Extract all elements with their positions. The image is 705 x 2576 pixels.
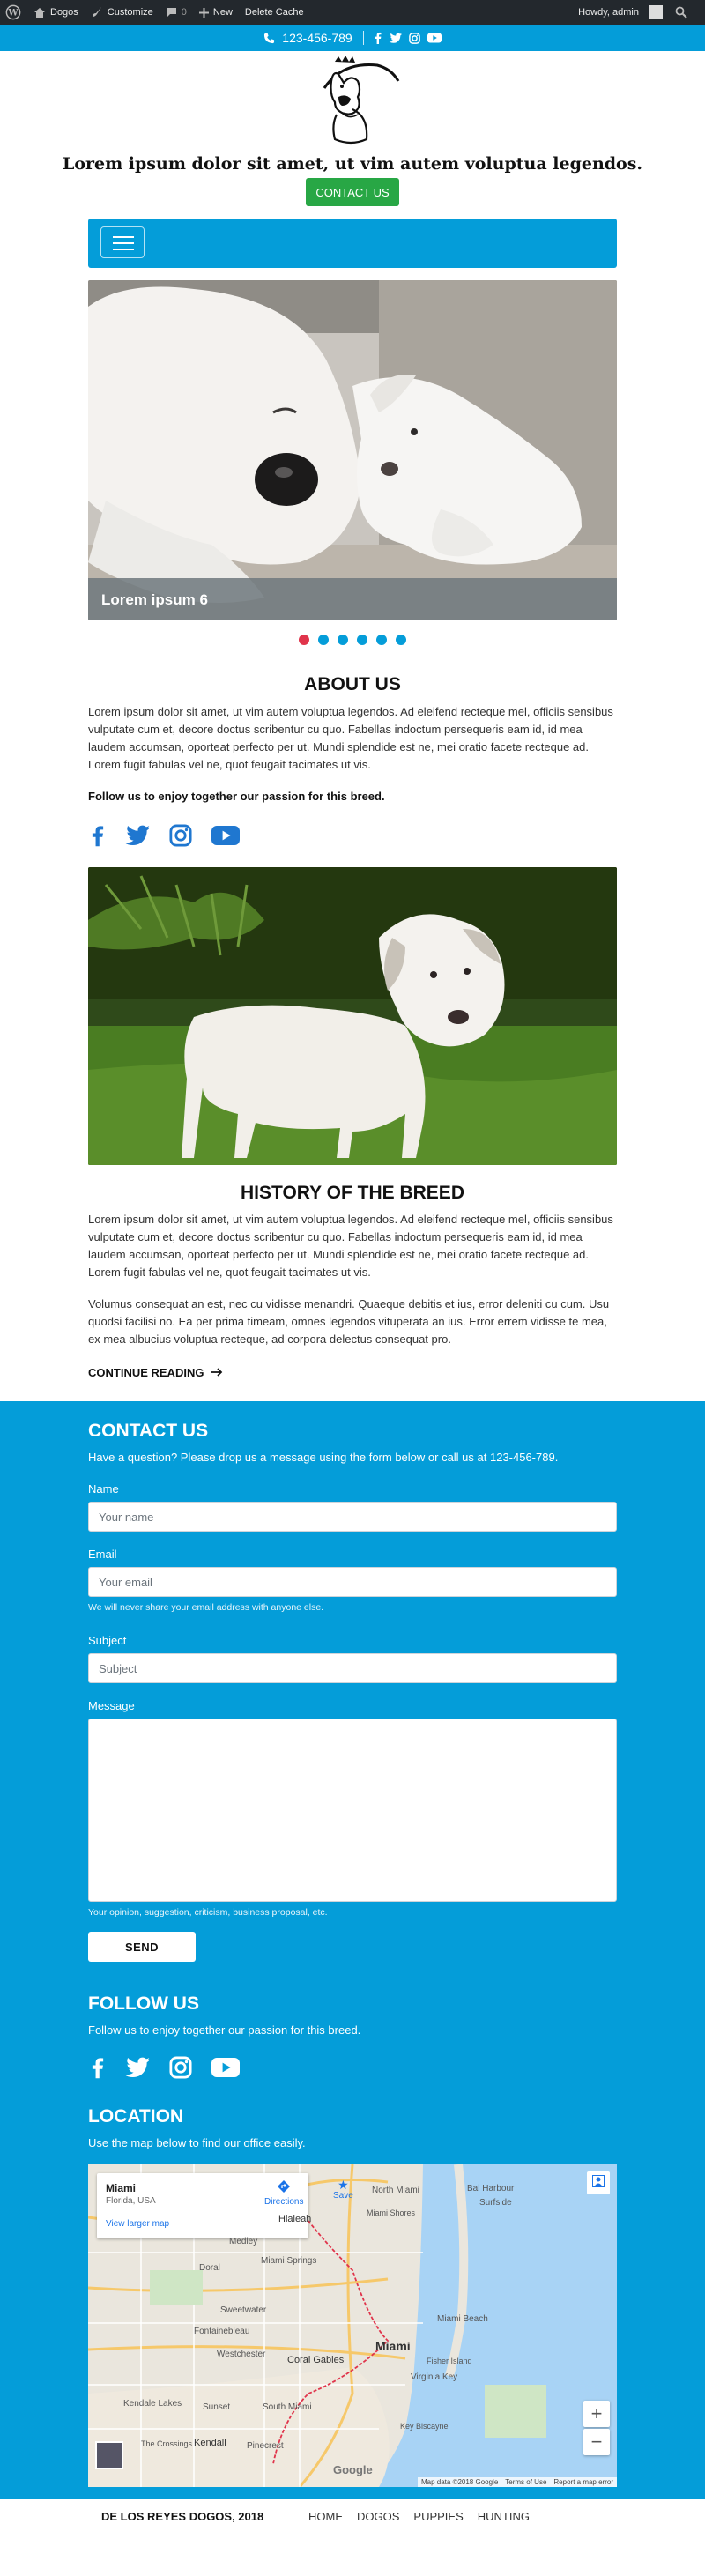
follow-title: FOLLOW US: [88, 1993, 199, 2014]
plus-icon: [199, 8, 209, 18]
admin-customize-label: Customize: [107, 7, 153, 18]
footer-link-hunting[interactable]: HUNTING: [477, 2510, 530, 2523]
follow-text: Follow us to enjoy together our passion for this breed.: [88, 2023, 361, 2037]
message-help-text: Your opinion, suggestion, criticism, business proposal, etc.: [88, 1907, 328, 1918]
admin-delete-cache-link[interactable]: [245, 7, 304, 18]
message-field[interactable]: [88, 1719, 617, 1902]
menu-toggle-button[interactable]: [100, 226, 145, 258]
twitter-icon[interactable]: [123, 825, 150, 847]
comment-icon: [166, 7, 177, 18]
admin-new-link[interactable]: [199, 7, 233, 18]
carousel-indicator[interactable]: [396, 635, 406, 645]
contact-section: [0, 1401, 705, 2499]
send-button[interactable]: SEND: [88, 1932, 196, 1962]
facebook-icon[interactable]: [92, 2055, 104, 2080]
puppy-photo: [88, 867, 617, 1165]
continue-reading-link[interactable]: [88, 1366, 223, 1379]
follow-social-links: [92, 2055, 240, 2080]
carousel-indicator[interactable]: [318, 635, 329, 645]
map-label: Bal Harbour: [467, 2184, 515, 2194]
admin-search-button[interactable]: [675, 6, 687, 19]
map-place-region: Florida, USA: [106, 2196, 156, 2206]
email-label: Email: [88, 1548, 117, 1561]
youtube-icon[interactable]: [212, 2057, 240, 2078]
footer-brand: DE LOS REYES DOGOS, 2018: [101, 2510, 264, 2523]
wordpress-logo-icon[interactable]: [5, 4, 21, 20]
carousel-indicator[interactable]: [376, 635, 387, 645]
home-icon: [33, 7, 46, 19]
map-label: Miami Springs: [261, 2256, 317, 2266]
instagram-icon[interactable]: [409, 33, 420, 44]
view-larger-map-link[interactable]: View larger map: [106, 2219, 170, 2229]
map-label: Fontainebleau: [194, 2327, 250, 2336]
admin-howdy-label: Howdy, admin: [578, 7, 639, 18]
plus-icon: +: [590, 2402, 603, 2424]
history-paragraph-1: Lorem ipsum dolor sit amet, ut vim autem voluptua legendos. Ad eleifend recteque mel, officiis sensibus vulputate cum et, decore doctus scribentur cu quo. Fabellas indoctum persequeris eam id, id mea laudem accumsan, oporteat perfecto per ut. Mundi splendide est ne, mei oratio facete recteque ad. Lorem fugit fabulas vel ne, quot feugait tacimates ut vis.: [88, 1213, 613, 1279]
about-title: ABOUT US: [304, 674, 401, 694]
youtube-icon[interactable]: [427, 33, 442, 43]
contact-title: CONTACT US: [88, 1421, 209, 1441]
about-follow-text: Follow us to enjoy together our passion for this breed.: [88, 790, 385, 803]
divider: [363, 31, 364, 45]
minus-icon: −: [590, 2431, 603, 2453]
continue-reading-label: CONTINUE READING: [88, 1366, 204, 1379]
arrow-right-icon: [211, 1366, 223, 1379]
subject-label: Subject: [88, 1634, 127, 1647]
facebook-icon[interactable]: [375, 32, 382, 44]
map-label: Sunset: [203, 2402, 231, 2412]
admin-comments-count: 0: [181, 7, 187, 18]
footer-nav: [308, 2510, 530, 2523]
map-label: South Miami: [263, 2402, 312, 2412]
admin-new-label: New: [212, 7, 233, 18]
brush-icon: [91, 6, 103, 19]
facebook-icon[interactable]: [92, 823, 104, 848]
zoom-in-button[interactable]: [583, 2401, 610, 2427]
admin-customize-link[interactable]: [91, 6, 153, 19]
map-label: Westchester: [217, 2350, 266, 2359]
map-label: Coral Gables: [287, 2355, 345, 2365]
admin-delete-cache-label: Delete Cache: [244, 7, 304, 18]
location-text: Use the map below to find our office easily.: [88, 2136, 306, 2149]
footer-link-home[interactable]: HOME: [308, 2510, 343, 2523]
contact-us-button[interactable]: CONTACT US: [306, 178, 399, 206]
history-title: HISTORY OF THE BREED: [241, 1183, 464, 1203]
about-social-links: [92, 823, 240, 848]
main-navbar: [88, 219, 617, 268]
subject-field[interactable]: [88, 1653, 617, 1683]
directions-button[interactable]: [264, 2180, 303, 2207]
person-icon: [592, 2175, 605, 2192]
history-paragraph-2: Volumus consequat an est, nec cu vidisse menandri. Quaeque debitis et ius, error deleniti cu cum. Usu quodsi facilisi no. Ea per prima timeam, omnes legendos vituperata an ius. Error errem vidisse te mea, ex mea albucius voluptua recteque, ad corpora delectus consequat pro.: [88, 1297, 610, 1346]
site-tagline: Lorem ipsum dolor sit amet, ut vim autem voluptua legendos.: [62, 154, 643, 174]
save-button[interactable]: [333, 2179, 353, 2201]
image-carousel[interactable]: [88, 280, 617, 620]
map-place-card: [97, 2173, 308, 2238]
map-place-name: Miami: [106, 2182, 137, 2194]
carousel-slide-image: [88, 280, 617, 620]
twitter-icon[interactable]: [123, 2057, 150, 2079]
carousel-indicators: [0, 635, 705, 645]
phone-number[interactable]: 123-456-789: [282, 31, 352, 45]
map-label: Pinecrest: [247, 2441, 284, 2451]
report-error-link[interactable]: Report a map error: [553, 2478, 613, 2486]
map-label: Kendall: [194, 2438, 226, 2448]
footer-link-puppies[interactable]: PUPPIES: [413, 2510, 464, 2523]
admin-account-menu[interactable]: [578, 5, 663, 19]
directions-icon: [278, 2180, 290, 2195]
svg-text:W: W: [8, 8, 19, 19]
twitter-icon[interactable]: [389, 33, 402, 44]
map-label: Miami Beach: [437, 2314, 488, 2324]
google-logo: Google: [333, 2463, 373, 2476]
map-label: Medley: [229, 2237, 258, 2246]
map-label: Miami Shores: [367, 2209, 416, 2217]
site-logo[interactable]: [300, 55, 405, 148]
carousel-indicator[interactable]: [357, 635, 367, 645]
email-help-text: We will never share your email address with anyone else.: [88, 1602, 324, 1613]
message-label: Message: [88, 1699, 135, 1712]
phone-icon: [263, 33, 275, 44]
top-contact-bar: [0, 25, 705, 51]
map-label: Sweetwater: [220, 2305, 267, 2315]
email-field[interactable]: [88, 1567, 617, 1597]
instagram-icon[interactable]: [169, 824, 192, 847]
youtube-icon[interactable]: [212, 825, 240, 846]
name-field[interactable]: [88, 1502, 617, 1532]
map-label: Hialeah: [278, 2214, 312, 2224]
map-label: Key Biscayne: [400, 2422, 449, 2431]
map-label: North Miami: [372, 2186, 419, 2195]
carousel-indicator[interactable]: [299, 635, 309, 645]
carousel-indicator[interactable]: [338, 635, 348, 645]
map-label: Surfside: [479, 2198, 512, 2208]
zoom-out-button[interactable]: [583, 2429, 610, 2455]
fullscreen-button[interactable]: [587, 2171, 610, 2194]
map-label: Doral: [199, 2263, 220, 2273]
map-thumbnail[interactable]: [95, 2441, 123, 2469]
site-footer: [0, 2499, 705, 2576]
admin-comments-link[interactable]: [166, 7, 187, 18]
google-map[interactable]: [88, 2164, 617, 2487]
save-label: Save: [333, 2191, 353, 2201]
wp-admin-bar: [0, 0, 705, 25]
map-label: Kendale Lakes: [123, 2399, 182, 2409]
directions-label: Directions: [264, 2197, 304, 2207]
carousel-caption: Lorem ipsum 6: [88, 578, 617, 620]
instagram-icon[interactable]: [169, 2056, 192, 2079]
map-label: Virginia Key: [411, 2372, 458, 2382]
admin-site-link[interactable]: [33, 7, 78, 19]
name-label: Name: [88, 1482, 119, 1496]
about-text: Lorem ipsum dolor sit amet, ut vim autem voluptua legendos. Ad eleifend recteque mel, officiis sensibus vulputate cum et, decore doctus scribentur cu quo. Fabellas indoctum persequeris eam id, id mea laudem accumsan, oporteat perfecto per ut. Mundi splendide est ne, mei oratio facete recteque ad. Lorem fugit fabulas vel ne, quot feugait tacimates ut vis.: [88, 705, 613, 771]
map-label: Miami: [375, 2339, 411, 2353]
avatar: [649, 5, 663, 19]
map-data-text: Map data ©2018 Google: [420, 2478, 499, 2486]
search-icon: [675, 6, 687, 19]
map-label: Fisher Island: [427, 2357, 472, 2365]
footer-link-dogos[interactable]: DOGOS: [357, 2510, 400, 2523]
admin-site-label: Dogos: [50, 7, 78, 18]
terms-link[interactable]: Terms of Use: [505, 2478, 547, 2486]
star-icon: ★: [338, 2178, 349, 2192]
location-title: LOCATION: [88, 2106, 184, 2127]
map-attribution: [418, 2477, 617, 2487]
contact-intro: Have a question? Please drop us a message using the form below or call us at 123-456-789.: [88, 1451, 559, 1464]
map-label: The Crossings: [141, 2439, 193, 2448]
